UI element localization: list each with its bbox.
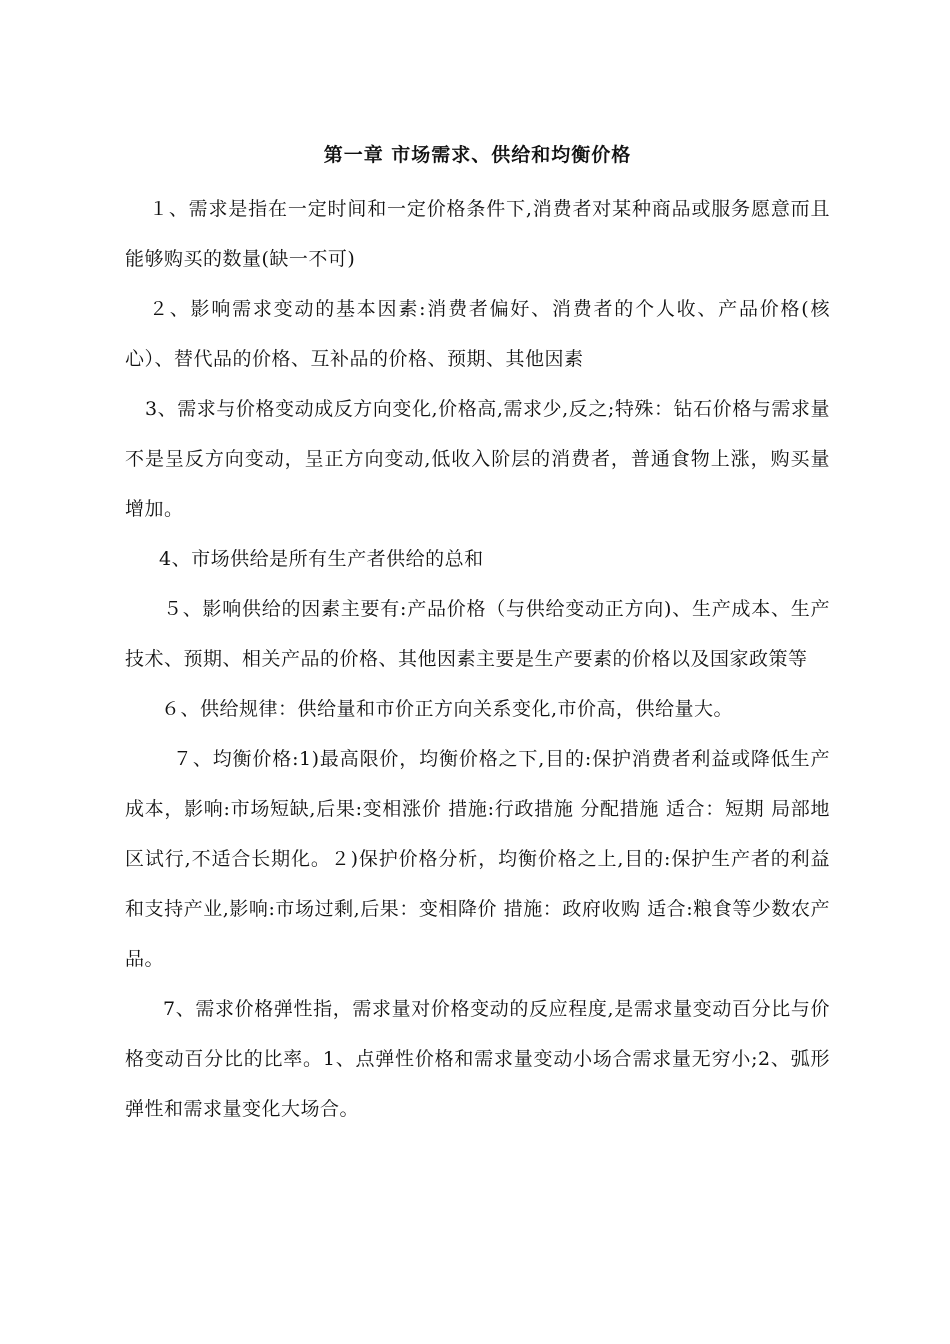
- paragraph-4: 4、市场供给是所有生产者供给的总和: [159, 548, 484, 570]
- paragraph-3: 3、需求与价格变动成反方向变化,价格高,需求少,反之;特殊：钻石价格与需求量不是呈反方向变动，呈正方向变动,低收入阶层的消费者，普通食物上涨，购买量增加。: [125, 398, 830, 520]
- chapter-title: 第一章 市场需求、供给和均衡价格: [323, 144, 632, 166]
- paragraph-1: １、需求是指在一定时间和一定价格条件下,消费者对某种商品或服务愿意而且能够购买的数量(缺一不可): [125, 198, 830, 270]
- paragraph-8: 7、需求价格弹性指，需求量对价格变动的反应程度,是需求量变动百分比与价格变动百分比的比率。1、点弹性价格和需求量变动小场合需求量无穷小;2、弧形弹性和需求量变化大场合。: [125, 998, 830, 1120]
- paragraph-7: ７、均衡价格:1)最高限价，均衡价格之下,目的:保护消费者利益或降低生产成本，影响:市场短缺,后果:变相涨价 措施:行政措施 分配措施 适合：短期 局部地区试行,不适合长期化。２)保护价格分析，均衡价格之上,目的:保护生产者的利益和支持产业,影响:市场过剩,后果：变相降价 措施：政府收购 适合:粮食等少数农产品。: [125, 748, 830, 970]
- paragraph-6: ６、供给规律：供给量和市价正方向关系变化,市价高，供给量大。: [161, 698, 734, 720]
- paragraph-5: ５、影响供给的因素主要有:产品价格（与供给变动正方向)、生产成本、生产技术、预期、相关产品的价格、其他因素主要是生产要素的价格以及国家政策等: [125, 598, 830, 670]
- paragraph-2: ２、影响需求变动的基本因素:消费者偏好、消费者的个人收、产品价格(核心）、替代品的价格、互补品的价格、预期、其他因素: [125, 298, 830, 370]
- document-page: [125, 138, 830, 1134]
